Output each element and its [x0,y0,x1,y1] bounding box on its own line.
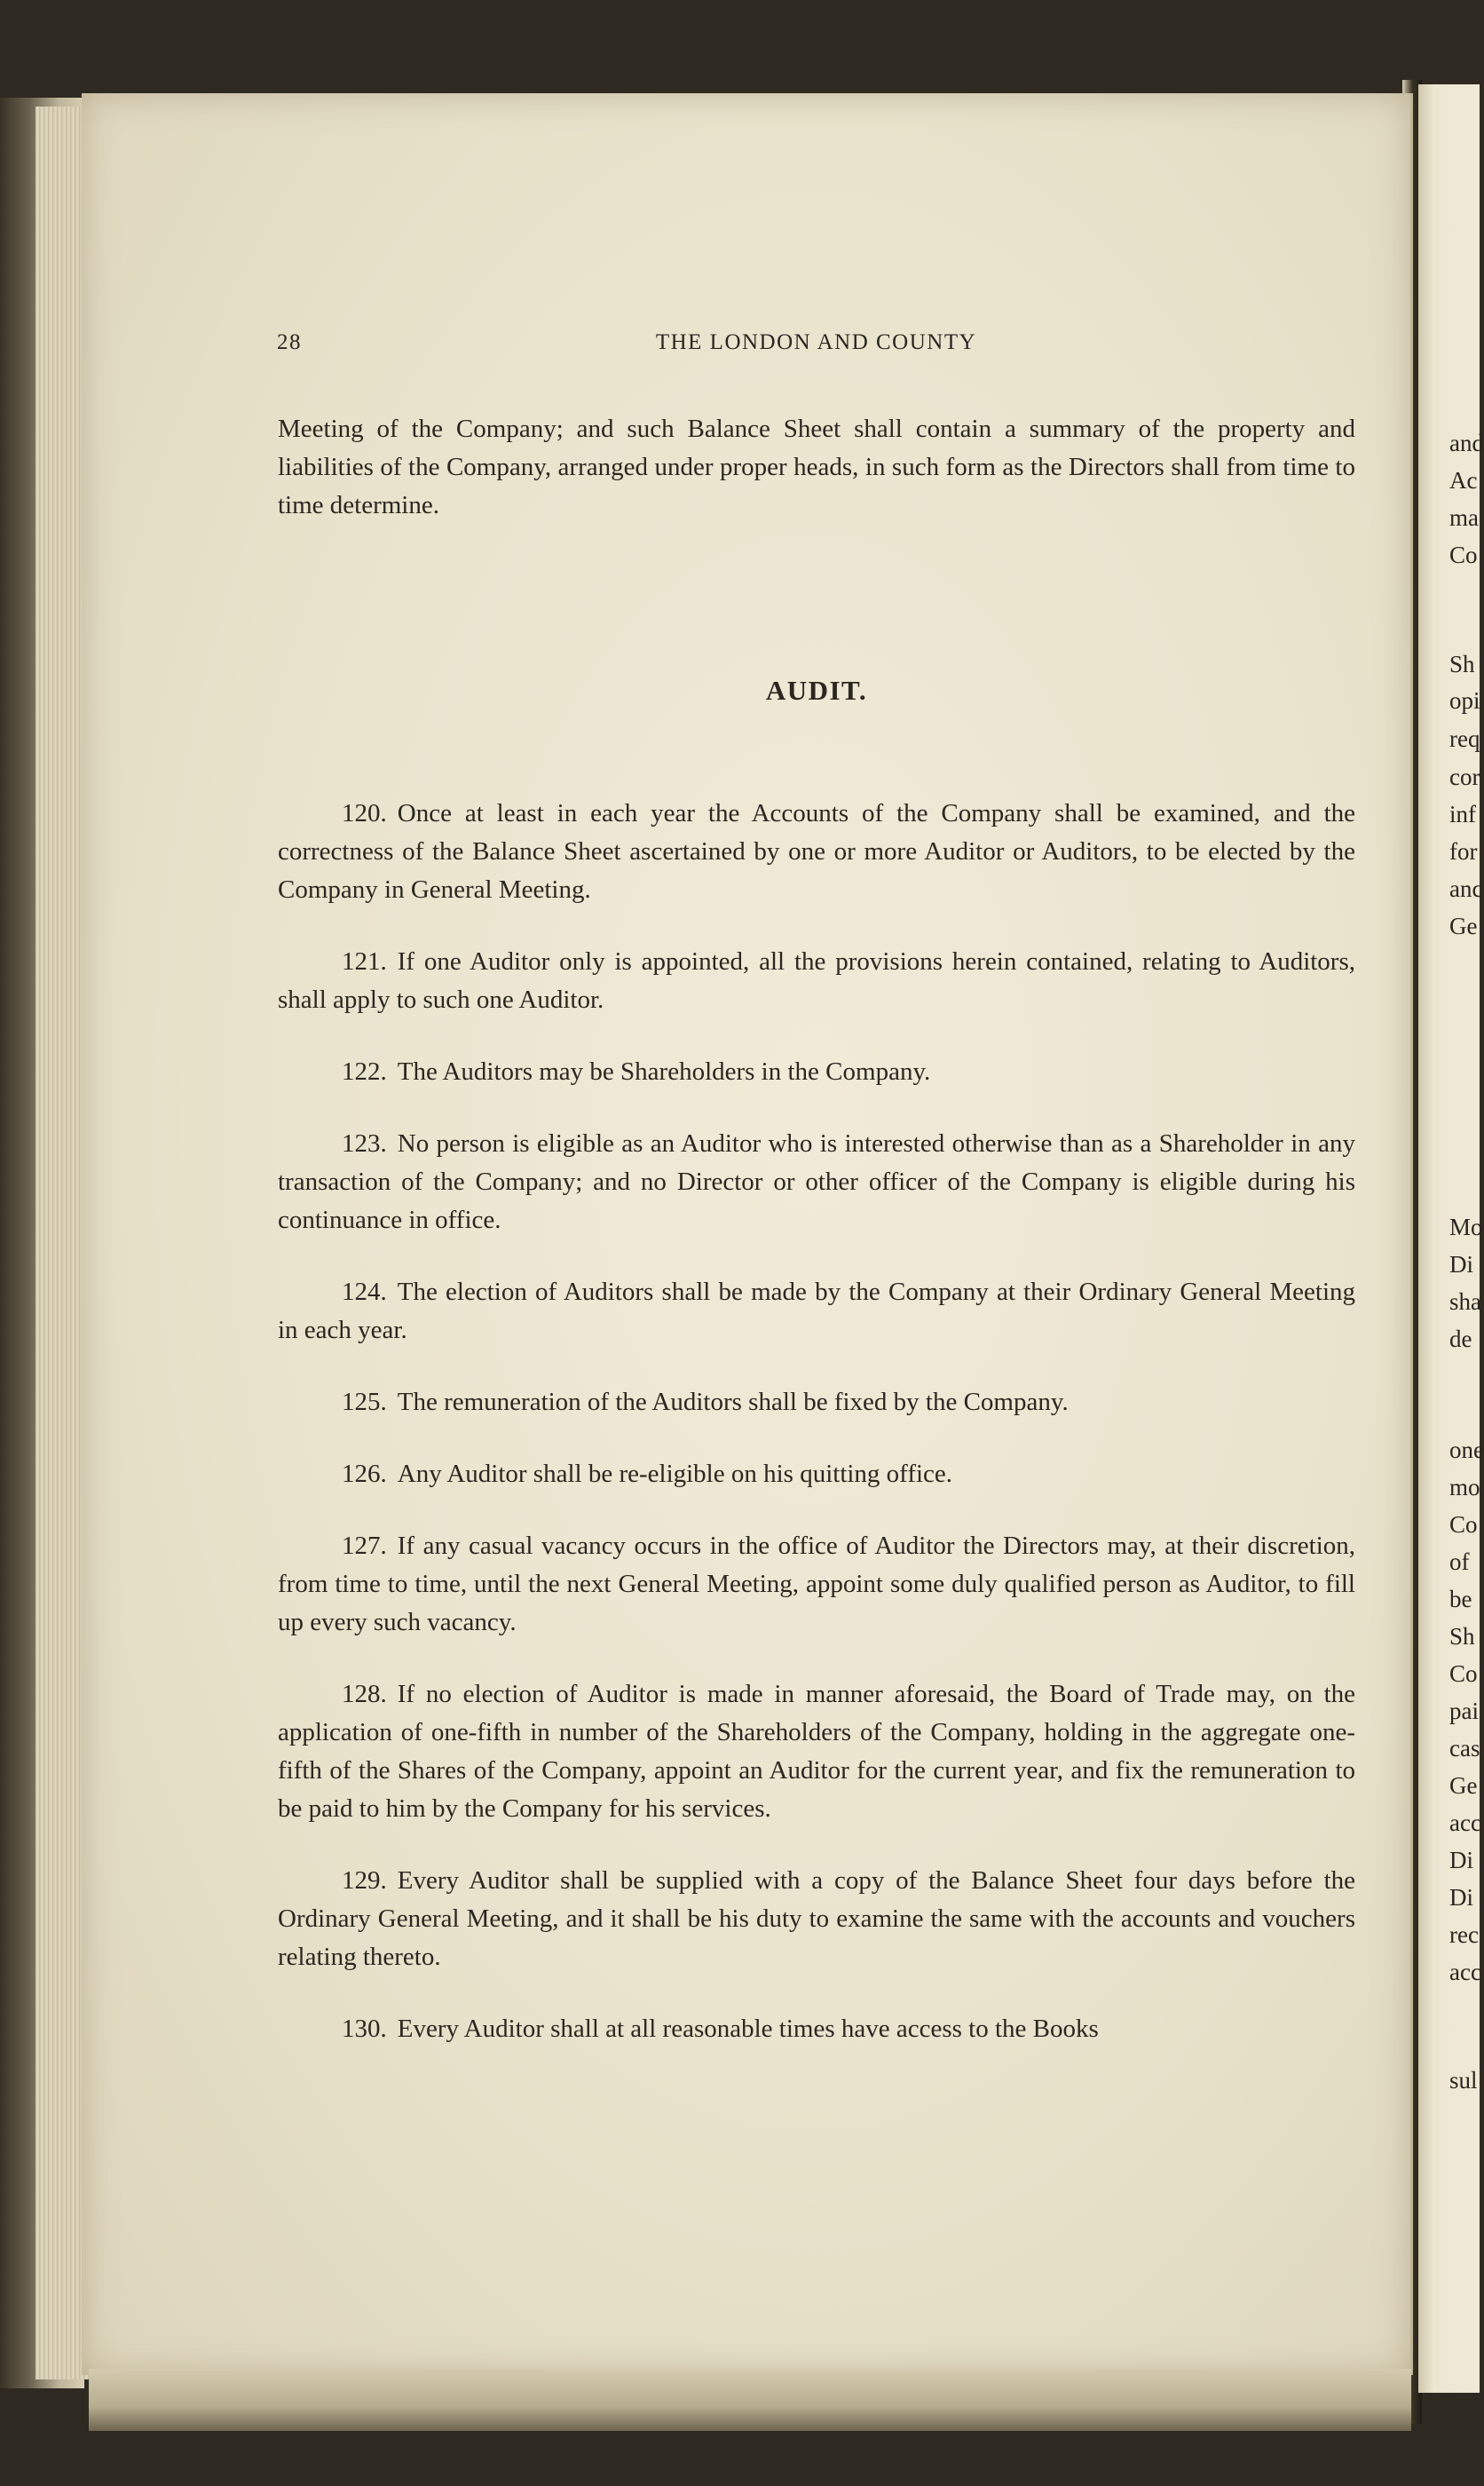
clause-121 [278,943,1355,1019]
clause-125 [278,1383,1355,1421]
facing-page-fragment: Ge [1449,1772,1478,1799]
clause-number: 128. [342,1680,387,1708]
clause-text: If one Auditor only is appointed, all the provisions herein contained, relating to Auditors, shall apply to such one Auditor. [278,947,1355,1014]
page-body [278,410,1355,2082]
clause-127 [278,1527,1355,1642]
facing-page-fragment: Co [1449,1511,1478,1538]
facing-page-fragment: Ge [1449,913,1478,939]
facing-page-fragment: ma [1449,504,1479,531]
clause-120 [278,795,1355,909]
clause-124 [278,1273,1355,1350]
facing-page-fragment: req [1449,725,1480,752]
facing-page-fragment: mo [1449,1474,1480,1500]
clause-number: 125. [342,1388,387,1416]
running-title: THE LONDON AND COUNTY [655,330,977,354]
clause-text: The election of Auditors shall be made by the Company at their Ordinary General Meeting in each year. [278,1278,1355,1344]
page-header [277,330,1355,362]
facing-page-fragment: cor [1449,764,1480,790]
facing-page-fragment: Di [1449,1251,1473,1278]
clause-text: The Auditors may be Shareholders in the Company. [397,1057,931,1086]
facing-page-fragment: Sh [1449,1623,1475,1650]
facing-page-fragment: cas [1449,1735,1480,1762]
book-bottom-edge [89,2369,1411,2431]
clause-number: 120. [342,799,387,827]
facing-page-fragment: inf [1449,801,1476,827]
clause-number: 122. [342,1057,387,1086]
facing-page-fragment: sul [1449,2067,1478,2094]
clause-number: 126. [342,1460,387,1488]
facing-page-fragment: and [1449,430,1484,456]
clause-129 [278,1862,1355,1976]
clause-number: 127. [342,1532,387,1560]
facing-page-fragment: for [1449,838,1478,865]
clause-126 [278,1455,1355,1493]
facing-page-fragment: Sh [1449,651,1475,677]
facing-page-fragment: rec [1449,1921,1479,1948]
clause-text: Every Auditor shall at all reasonable times have access to the Books [397,2015,1099,2043]
facing-page-fragment: Di [1449,1847,1473,1873]
facing-page-fragment: opi [1449,687,1480,714]
facing-page-fragment: pai [1449,1698,1479,1724]
section-heading: AUDIT. [765,675,868,706]
facing-page-fragment: de [1449,1326,1472,1352]
facing-page-fragment: be [1449,1586,1472,1612]
clause-text: The remuneration of the Auditors shall be fixed by the Company. [397,1388,1069,1416]
clause-text: If no election of Auditor is made in manner aforesaid, the Board of Trade may, on the application of one-fifth in number of the Shareholders of the Company, holding in the aggregate one-fifth of the Shares of the Company, appoint an Auditor for the current year, and fix the remuneration to be paid to him by the Company for his services. [278,1680,1355,1823]
clause-text: If any casual vacancy occurs in the office of Auditor the Directors may, at their discretion, from time to time, until the next General Meeting, appoint some duly qualified person as Auditor, to fill up every such vacancy. [278,1532,1355,1636]
clause-number: 124. [342,1278,387,1306]
clause-122 [278,1053,1355,1091]
facing-page-fragment: Mo [1449,1214,1483,1240]
clause-text: Any Auditor shall be re-eligible on his quitting office. [397,1460,953,1488]
facing-page-fragment: Ac [1449,467,1478,494]
clause-128 [278,1675,1355,1828]
clause-text: Every Auditor shall be supplied with a copy of the Balance Sheet four days before the Ordinary General Meeting, and it shall be his duty to examine the same with the accounts and vouchers relating thereto. [278,1866,1355,1971]
facing-page-fragment: anc [1449,875,1483,902]
facing-page-fragment: Co [1449,1660,1478,1687]
facing-page-fragment: sha [1449,1288,1481,1315]
facing-page-fragment: acc [1449,1959,1481,1985]
clause-text: No person is eligible as an Auditor who is interested otherwise than as a Shareholder in any transaction of the Company; and no Director or other officer of the Company is eligible during his continuance in office. [278,1129,1355,1234]
clause-123 [278,1125,1355,1239]
clause-number: 123. [342,1129,387,1158]
continuation-paragraph: Meeting of the Company; and such Balance Sheet shall contain a summary of the property and liabilities of the Company, arranged under proper heads, in such form as the Directors shall from time to time determine. [278,415,1355,519]
facing-page-fragment: of [1449,1548,1470,1575]
page-number: 28 [277,330,302,354]
clause-text: Once at least in each year the Accounts of the Company shall be examined, and the correctness of the Balance Sheet ascertained by one or more Auditor or Auditors, to be elected by the Company in General Meeting. [278,799,1355,904]
clause-130 [278,2010,1355,2048]
clause-number: 121. [342,947,387,976]
facing-page-fragment: one [1449,1437,1484,1463]
clause-number: 129. [342,1866,387,1895]
facing-page-fragment: Co [1449,542,1478,568]
clause-number: 130. [342,2015,387,2043]
facing-page-fragment: acc [1449,1809,1481,1836]
facing-page-fragment: Di [1449,1884,1473,1911]
